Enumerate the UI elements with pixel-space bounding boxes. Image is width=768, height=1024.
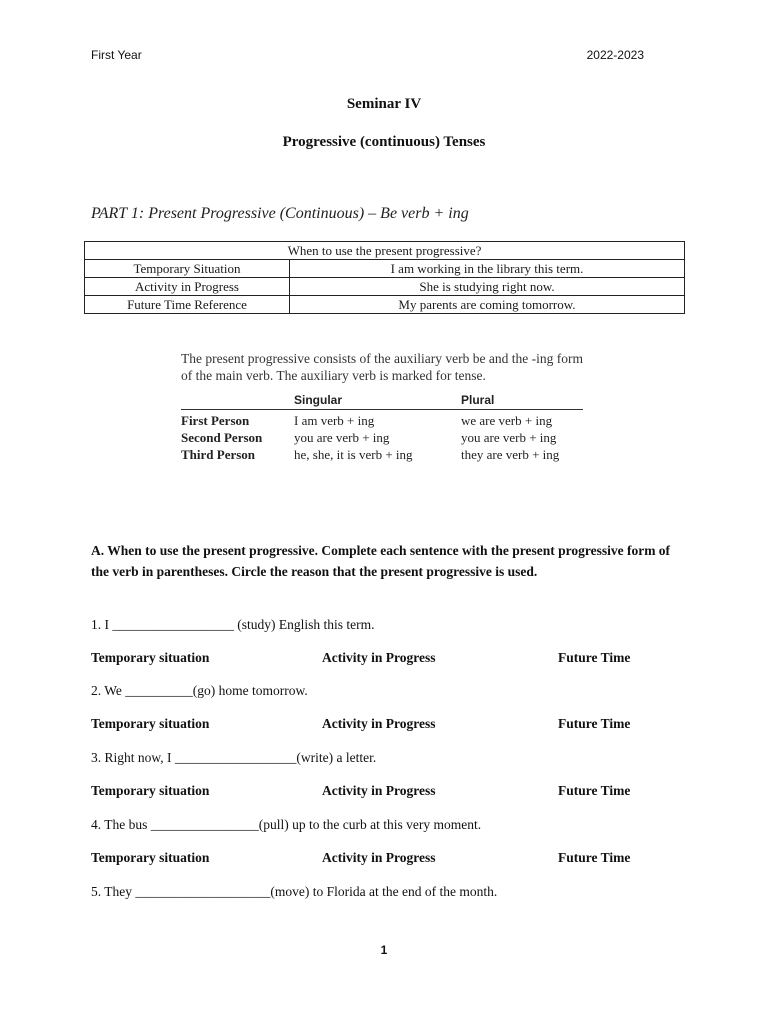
exercise-instructions: A. When to use the present progressive. Complete each sentence with the present progressive form of the verb in parentheses. Circle the reason that the present progressive is used. (91, 543, 671, 579)
table-row (85, 296, 685, 314)
option-future[interactable]: Future Time (558, 650, 631, 665)
pp-person: Second Person (181, 430, 263, 445)
pp-person: Third Person (181, 447, 256, 462)
usage-reason: Activity in Progress (85, 278, 290, 296)
part1-heading: PART 1: Present Progressive (Continuous) – Be verb + ing (91, 205, 469, 222)
option-temporary[interactable]: Temporary situation (91, 850, 210, 865)
pp-plural-form: they are verb + ing (461, 447, 560, 462)
table-row (181, 413, 583, 430)
option-temporary[interactable]: Temporary situation (91, 716, 210, 731)
pp-singular-form: you are verb + ing (294, 430, 390, 445)
pp-singular-form: he, she, it is verb + ing (294, 447, 413, 462)
option-temporary[interactable]: Temporary situation (91, 783, 210, 798)
page-number: 1 (380, 943, 388, 957)
page-title: Seminar IV (346, 96, 422, 112)
usage-example: My parents are coming tomorrow. (290, 296, 685, 314)
table-row (85, 278, 685, 296)
option-future[interactable]: Future Time (558, 850, 631, 865)
option-activity[interactable]: Activity in Progress (322, 716, 436, 731)
pp-description: The present progressive consists of the auxiliary verb be and the -ing form of the main verb. The auxiliary verb is marked for tense. (181, 351, 583, 383)
exercise-question: 2. We __________(go) home tomorrow. (91, 683, 308, 698)
usage-example: She is studying right now. (290, 278, 685, 296)
pp-col-singular: Singular (294, 393, 343, 407)
table-row (85, 260, 685, 278)
usage-table (84, 241, 685, 314)
header-left: First Year (91, 48, 142, 62)
present-progressive-box (181, 350, 583, 464)
exercise-question: 3. Right now, I __________________(write) a letter. (91, 750, 377, 765)
table-row (181, 430, 583, 447)
exercise-question: 5. They ____________________(move) to Florida at the end of the month. (91, 884, 498, 899)
pp-col-plural: Plural (461, 393, 495, 407)
pp-singular-form: I am verb + ing (294, 413, 375, 428)
usage-reason: Future Time Reference (85, 296, 290, 314)
page-subtitle: Progressive (continuous) Tenses (282, 134, 486, 150)
option-future[interactable]: Future Time (558, 716, 631, 731)
usage-table-header-row (85, 242, 685, 260)
pp-plural-form: you are verb + ing (461, 430, 557, 445)
usage-example: I am working in the library this term. (290, 260, 685, 278)
header-right: 2022-2023 (586, 48, 644, 62)
option-temporary[interactable]: Temporary situation (91, 650, 210, 665)
exercise-question: 4. The bus ________________(pull) up to the curb at this very moment. (91, 817, 482, 832)
option-future[interactable]: Future Time (558, 783, 631, 798)
pp-conjugation-grid (181, 391, 583, 464)
pp-person: First Person (181, 413, 250, 428)
table-row (181, 447, 583, 464)
option-activity[interactable]: Activity in Progress (322, 783, 436, 798)
usage-reason: Temporary Situation (85, 260, 290, 278)
exercise-question: 1. I __________________ (study) English this term. (91, 617, 375, 632)
pp-plural-form: we are verb + ing (461, 413, 553, 428)
option-activity[interactable]: Activity in Progress (322, 650, 436, 665)
pp-grid-header (181, 391, 583, 410)
usage-table-header: When to use the present progressive? (85, 242, 685, 260)
option-activity[interactable]: Activity in Progress (322, 850, 436, 865)
